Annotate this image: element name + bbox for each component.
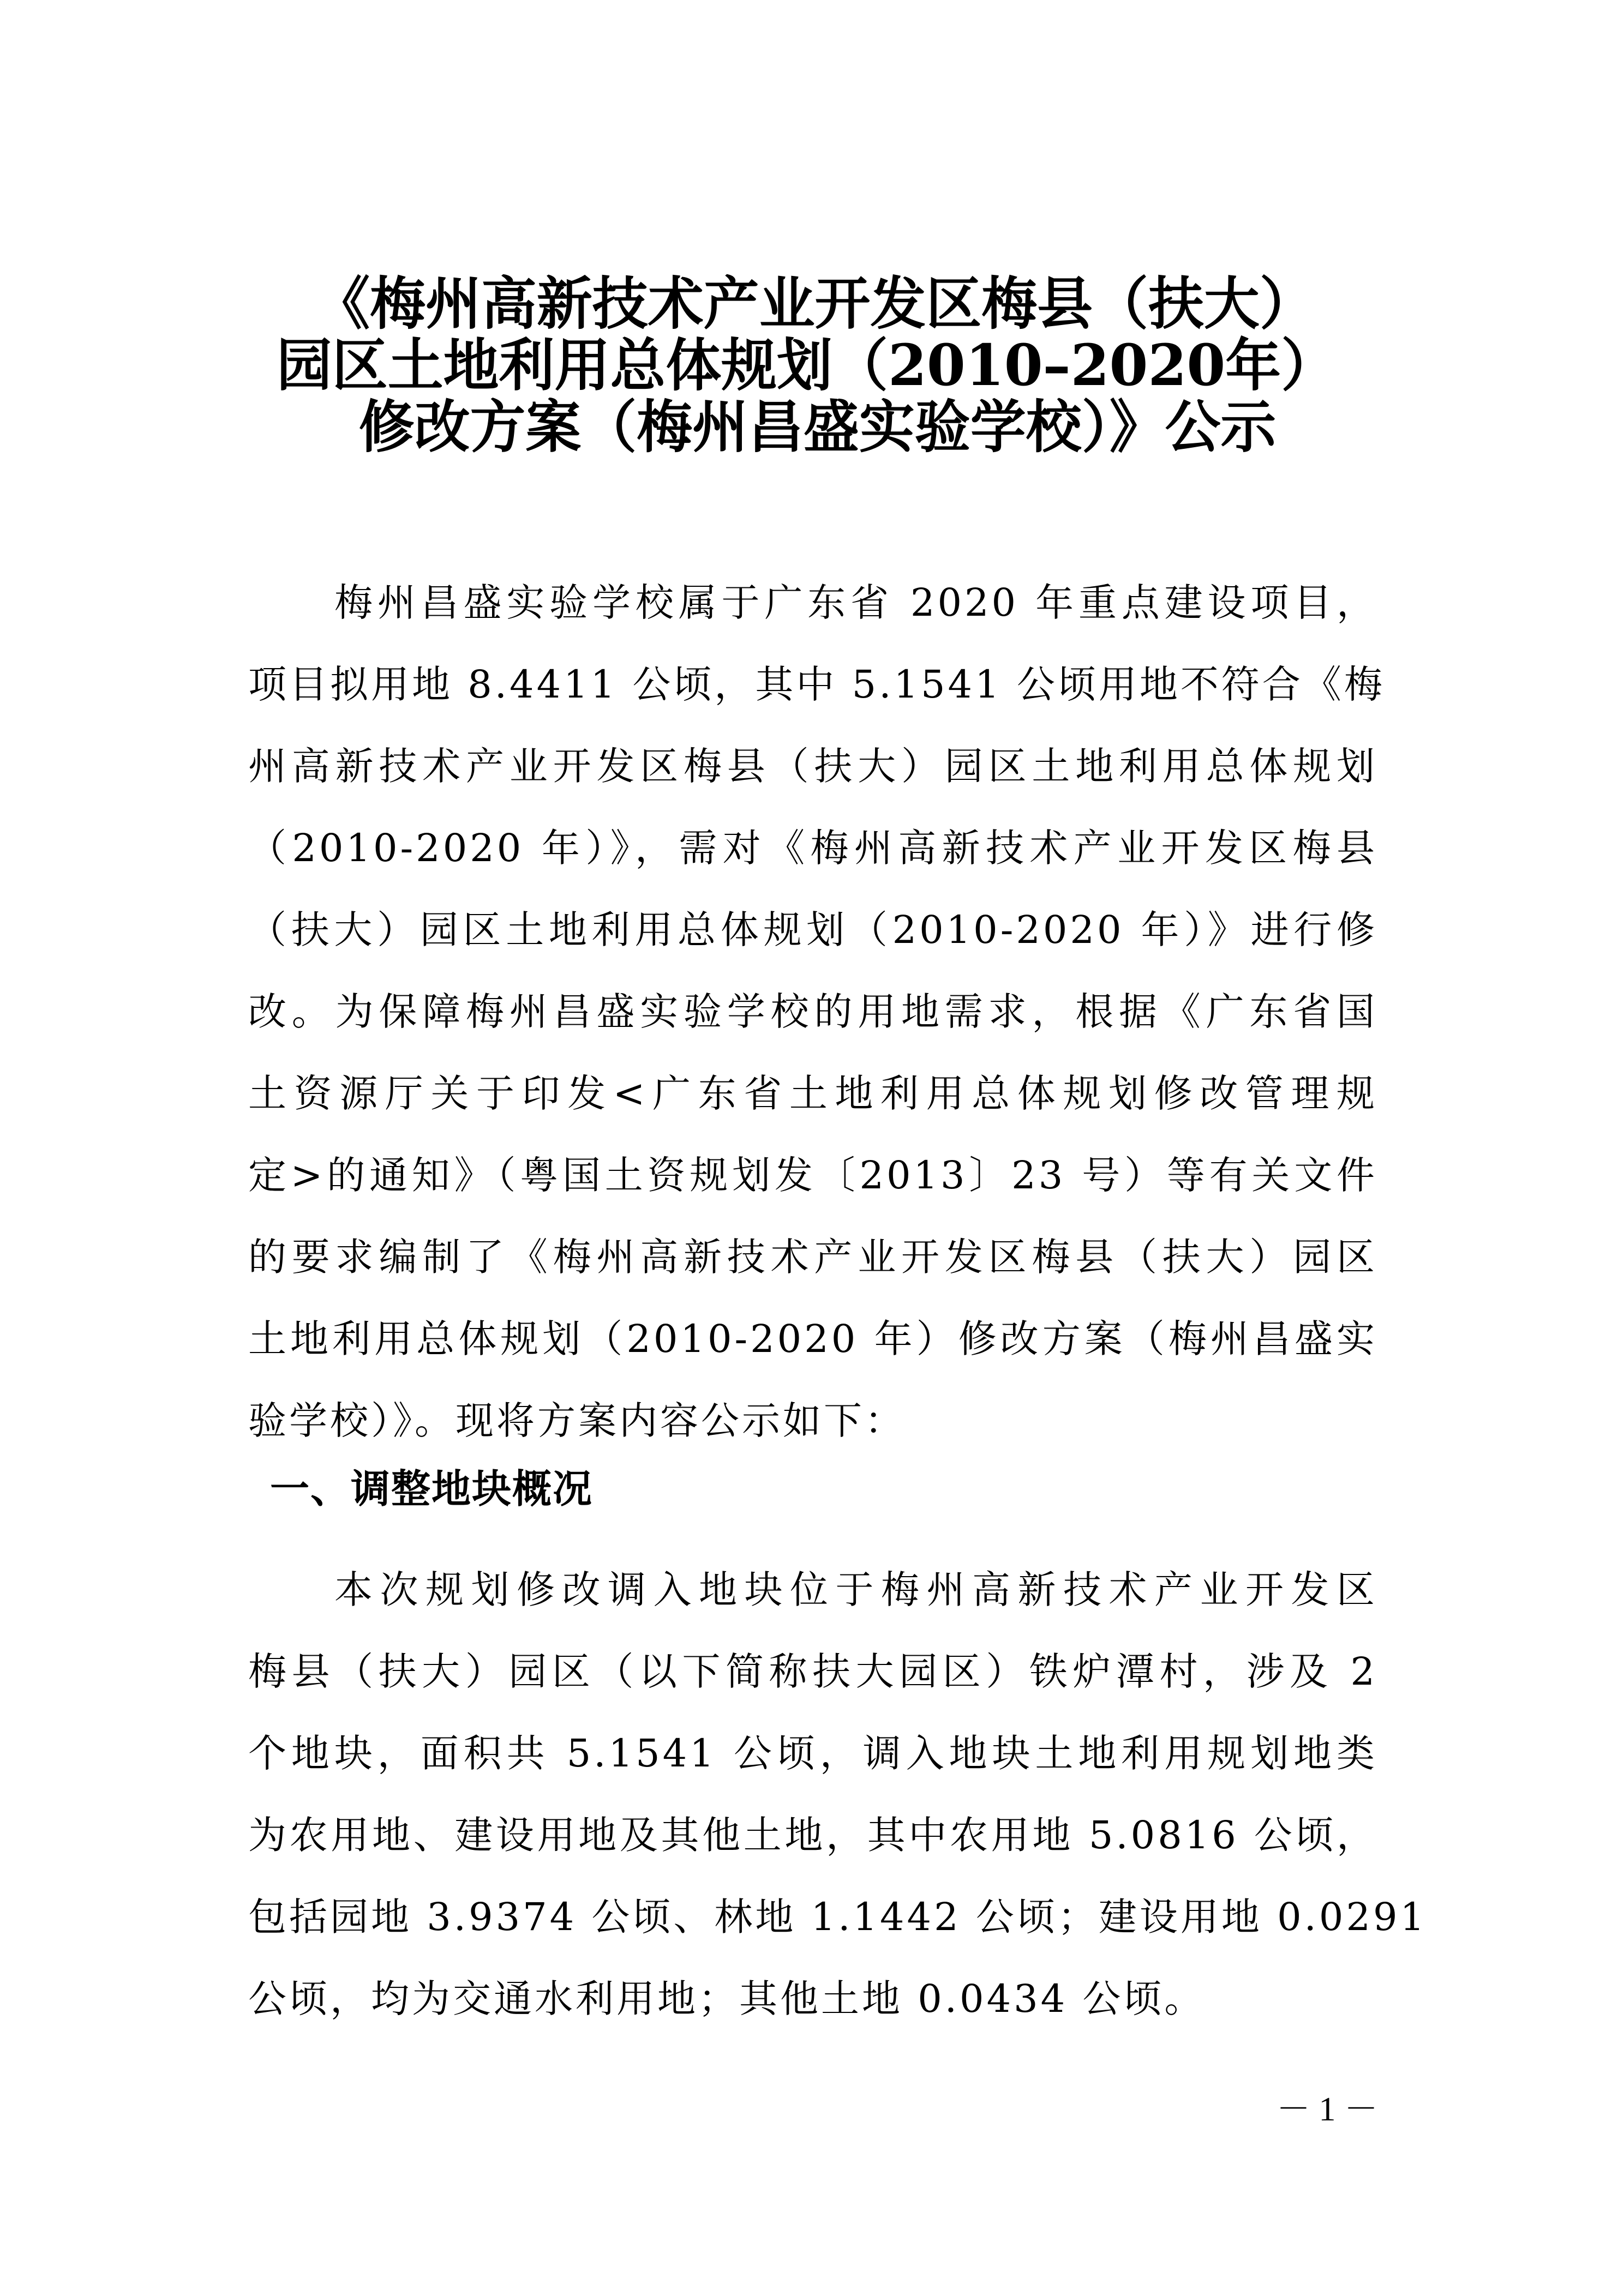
page-number: － 1 －	[1277, 2091, 1379, 2128]
paragraph-line: （扶大）园区土地利用总体规划（2010-2020 年）》进行修	[248, 907, 1377, 952]
parcel-overview-paragraph	[248, 1549, 1428, 2040]
title-line-1: 《梅州高新技术产业开发区梅县（扶大）	[314, 270, 1315, 337]
paragraph-line: 梅州昌盛实验学校属于广东省 2020 年重点建设项目，	[334, 580, 1377, 625]
paragraph-line: 本次规划修改调入地块位于梅州高新技术产业开发区	[334, 1567, 1377, 1612]
title-line-3: 修改方案（梅州昌盛实验学校）》公示	[358, 393, 1277, 460]
title-line-2: 园区土地利用总体规划（2010–2020年）	[276, 332, 1337, 399]
paragraph-line: 验学校）》。现将方案内容公示如下：	[248, 1398, 906, 1443]
paragraph-line: 土资源厅关于印发<广东省土地利用总体规划修改管理规	[248, 1071, 1377, 1116]
paragraph-line: 州高新技术产业开发区梅县（扶大）园区土地利用总体规划	[248, 744, 1377, 789]
paragraph-line: 公顷，均为交通水利用地；其他土地 0.0434 公顷。	[248, 1976, 1206, 2021]
paragraph-line: 为农用地、建设用地及其他土地，其中农用地 5.0816 公顷，	[248, 1813, 1377, 1858]
paragraph-line: 改。为保障梅州昌盛实验学校的用地需求，根据《广东省国	[248, 989, 1377, 1034]
section-heading: 一、调整地块概况	[270, 1466, 594, 1512]
paragraph-line: 土地利用总体规划（2010-2020 年）修改方案（梅州昌盛实	[248, 1317, 1377, 1361]
paragraph-line: 个地块，面积共 5.1541 公顷，调入地块土地利用规划地类	[248, 1731, 1377, 1776]
paragraph-line: 梅县（扶大）园区（以下简称扶大园区）铁炉潭村，涉及 2	[248, 1649, 1377, 1694]
intro-paragraph	[248, 562, 1385, 1462]
document-title	[0, 270, 1624, 460]
paragraph-line: （2010-2020 年）》，需对《梅州高新技术产业开发区梅县	[248, 826, 1377, 870]
paragraph-line: 包括园地 3.9374 公顷、林地 1.1442 公顷；建设用地 0.0291	[248, 1895, 1428, 1939]
paragraph-line: 项目拟用地 8.4411 公顷，其中 5.1541 公顷用地不符合《梅	[248, 662, 1385, 707]
paragraph-line: 定>的通知》（粤国土资规划发〔2013〕23 号）等有关文件	[248, 1153, 1377, 1198]
paragraph-line: 的要求编制了《梅州高新技术产业开发区梅县（扶大）园区	[248, 1235, 1377, 1279]
